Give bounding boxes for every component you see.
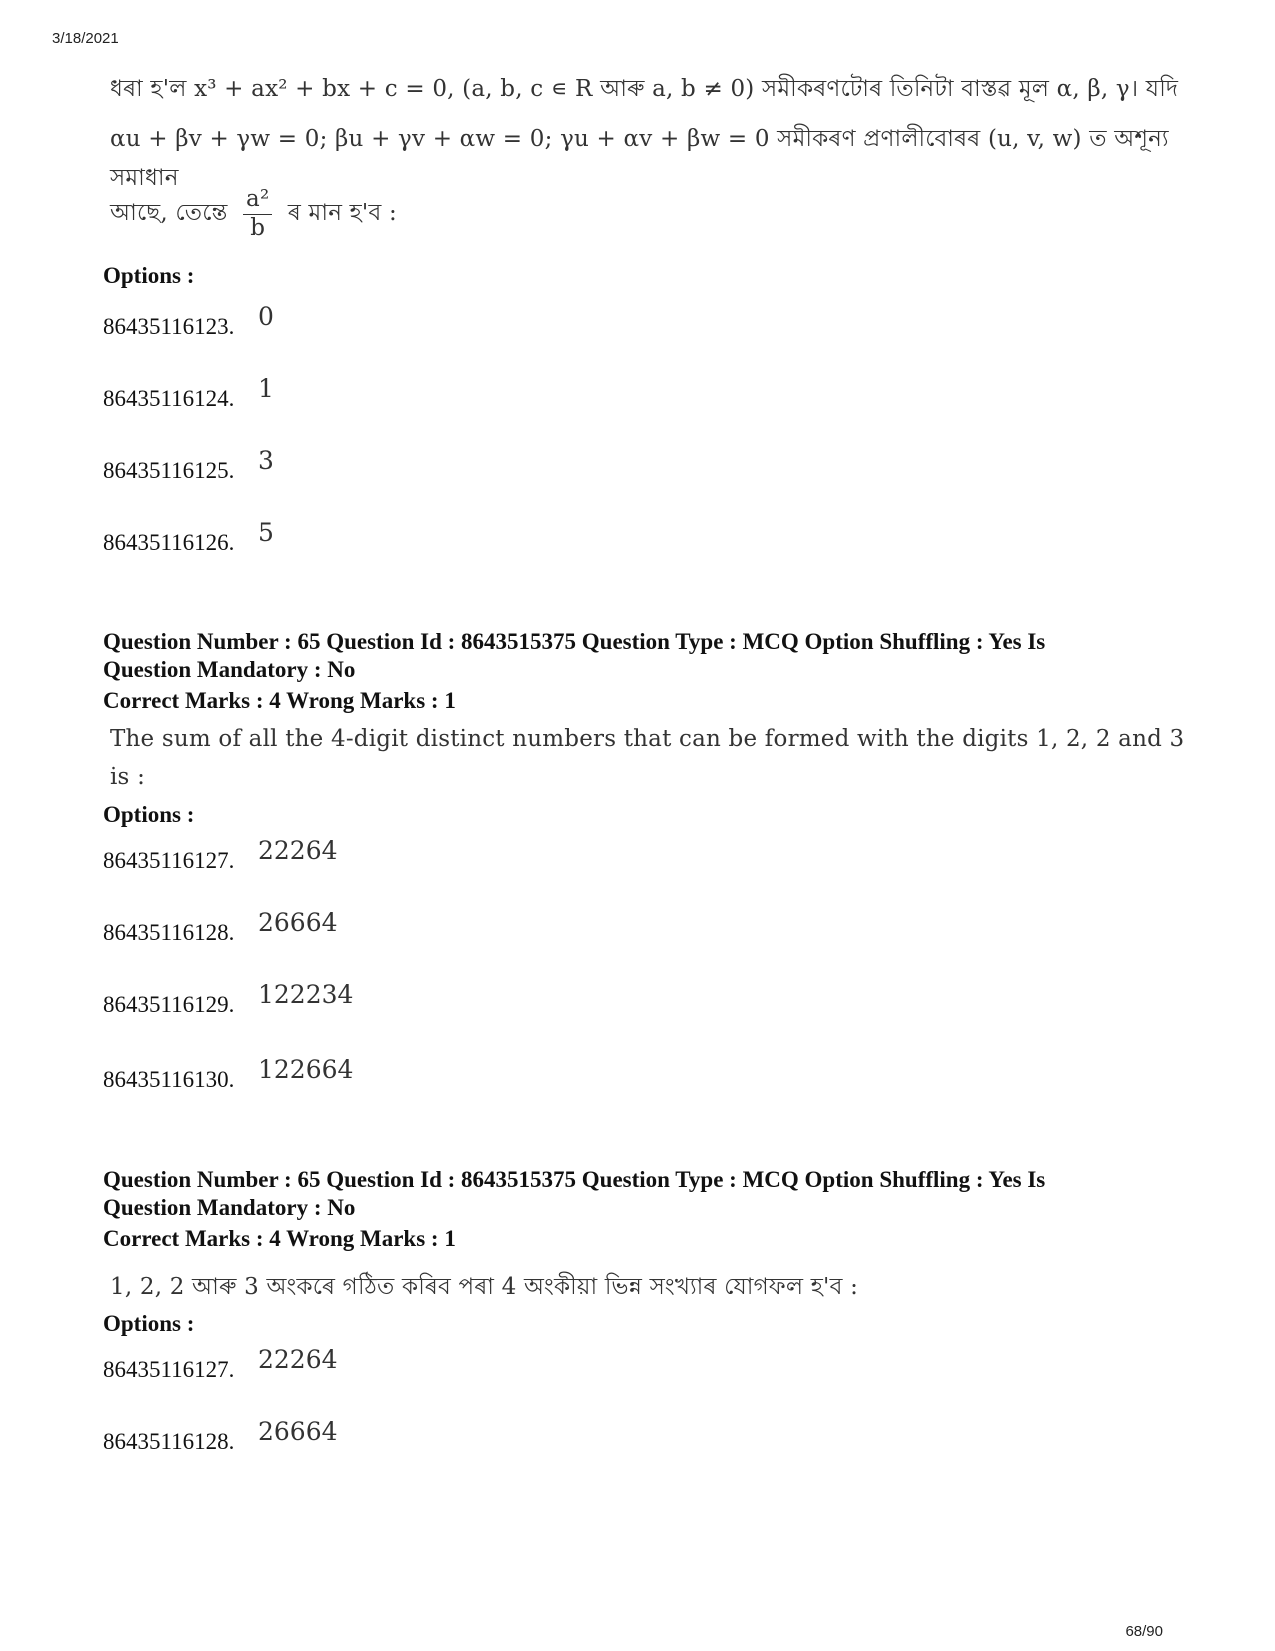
question-marks: Correct Marks : 4 Wrong Marks : 1: [103, 688, 456, 713]
question-header-line-2: Question Mandatory : No: [103, 657, 356, 682]
fraction-denominator: b: [250, 214, 266, 241]
option-value: 1: [258, 374, 274, 403]
option-id: 86435116127.: [103, 1357, 235, 1382]
question-64-fraction: [243, 186, 272, 242]
option-value: 5: [258, 518, 274, 547]
option-value: 0: [258, 302, 274, 331]
question-64-line-3-prefix: আছে, তেন্তে: [110, 200, 228, 227]
question-64-text-line-3: [110, 186, 1190, 242]
option-id: 86435116128.: [103, 1429, 235, 1454]
question-65-as-text: 1, 2, 2 আৰু 3 অংকৰে গঠিত কৰিব পৰা 4 অংকীয়া ভিন্ন সংখ্যাৰ যোগফল হ'ব :: [110, 1274, 859, 1300]
fraction-numerator: a²: [243, 186, 272, 215]
option-id: 86435116129.: [103, 992, 235, 1017]
option-value: 26664: [258, 908, 338, 937]
question-64-line-3-suffix: ৰ মান হ'ব :: [287, 200, 397, 227]
option-id: 86435116130.: [103, 1067, 235, 1092]
option-id: 86435116127.: [103, 848, 235, 873]
question-header-line-2: Question Mandatory : No: [103, 1195, 356, 1220]
question-65-text-line-1: The sum of all the 4-digit distinct numbers that can be formed with the digits 1, 2, 2 and 3: [110, 726, 1185, 752]
options-label: Options :: [103, 1311, 195, 1336]
options-label: Options :: [103, 802, 195, 827]
option-id: 86435116125.: [103, 458, 235, 483]
option-id: 86435116128.: [103, 920, 235, 945]
option-value: 122664: [258, 1055, 354, 1084]
option-value: 22264: [258, 1345, 338, 1374]
option-value: 122234: [258, 980, 354, 1009]
question-65-header: [103, 628, 1183, 684]
options-label: Options :: [103, 263, 195, 288]
option-value: 22264: [258, 836, 338, 865]
question-65-as-header: [103, 1166, 1183, 1222]
option-id: 86435116124.: [103, 386, 235, 411]
question-header-line-1: Question Number : 65 Question Id : 8643515375 Question Type : MCQ Option Shuffling : Yes Is: [103, 629, 1046, 654]
option-id: 86435116123.: [103, 314, 235, 339]
option-id: 86435116126.: [103, 530, 235, 555]
question-64-text-line-1: ধৰা হ'ল x³ + ax² + bx + c = 0, (a, b, c ∊ R আৰু a, b ≠ 0) সমীকৰণটোৰ তিনিটা বাস্তৱ মূল α, β, γ। যদি: [110, 76, 1179, 102]
question-marks: Correct Marks : 4 Wrong Marks : 1: [103, 1226, 456, 1251]
question-64-text-line-2: αu + βv + γw = 0; βu + γv + αw = 0; γu + αv + βw = 0 সমীকৰণ প্ৰণালীবোৰৰ (u, v, w) ত অশূন্য সমাধান: [110, 126, 1169, 191]
question-header-line-1: Question Number : 65 Question Id : 8643515375 Question Type : MCQ Option Shuffling : Yes Is: [103, 1167, 1046, 1192]
option-value: 26664: [258, 1417, 338, 1446]
page-date: 3/18/2021: [52, 30, 119, 47]
option-value: 3: [258, 446, 274, 475]
question-65-text-line-2: is :: [110, 764, 146, 790]
page-number: 68/90: [1125, 1623, 1163, 1640]
